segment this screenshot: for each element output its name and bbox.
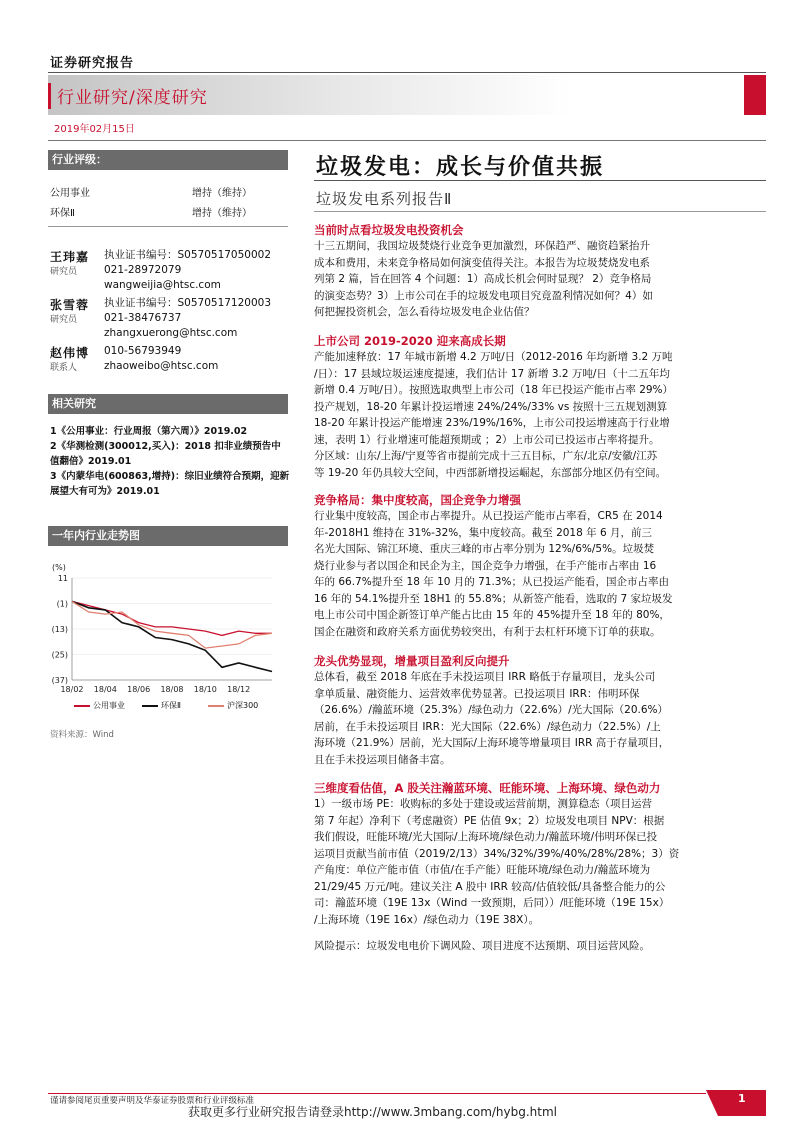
rating-row [50, 184, 280, 199]
section-body [314, 238, 744, 321]
section-body [314, 349, 744, 481]
title-divider [314, 180, 766, 181]
analyst-email[interactable]: zhaoweibo@htsc.com [104, 360, 219, 372]
body-line: 速，表明 1）行业增速可能超预期或 ；2）上市公司已投运市占率将提升。 [314, 433, 660, 446]
report-subtitle: 垃圾发电系列报告Ⅱ [316, 190, 453, 208]
x-tick-label: 18/10 [193, 685, 217, 694]
risk-warning: 风险提示：垃圾发电电价下调风险、项目进度不达预期、项目运营风险。 [314, 940, 650, 952]
section-title: 竞争格局：集中度较高，国企竞争力增强 [314, 493, 521, 507]
analyst-role: 联系人 [50, 363, 78, 373]
legend-item [74, 700, 125, 711]
body-line: 行业集中度较高，国企市占率提升。从已投运产能市占率看，CR5 在 2014 [314, 510, 663, 522]
body-line: 18-20 年累计投运产能增速 23%/19%/16%，上市公司投运增速高于行业增 [314, 417, 670, 429]
analyst-contact [104, 344, 218, 374]
y-tick-label: (25) [51, 650, 68, 660]
body-line: 产角度：单位产能市值（市值/在手产能）旺能环境/绿色动力/瀚蓝环境为 [314, 864, 651, 876]
analyst-name: 赵伟博 [50, 346, 90, 360]
body-line: 总体看，截至 2018 年底在手未投运项目 IRR 略低于存量项目，龙头公司 [314, 671, 656, 683]
x-tick-label: 18/04 [93, 685, 117, 694]
section-title: 三维度看估值，A 股关注瀚蓝环境、旺能环境、上海环境、绿色动力 [314, 781, 661, 795]
analyst-email[interactable]: wangweijia@htsc.com [104, 279, 221, 291]
header-accent-block [744, 75, 766, 115]
document-type-label: 证券研究报告 [50, 56, 135, 71]
x-tick-label: 18/12 [227, 685, 251, 694]
rating-divider [48, 226, 288, 227]
rating-industry: 公用事业 [50, 188, 90, 199]
body-line: 名光大国际、锦江环境、重庆三峰的市占率分别为 12%/6%/5%。垃圾焚 [314, 543, 655, 555]
body-line: 年-2018H1 维持在 31%-32%，集中度较高。截至 2018 年 6 月，前三 [314, 526, 652, 539]
related-research-item[interactable]: 1《公用事业：行业周报（第六周）》2019.02 [50, 426, 248, 437]
body-line: 1）一级市场 PE：收购标的多处于建设或运营前期，测算稳态（项目运营 [314, 798, 652, 810]
body-line: 年的 66.7%提升至 18 年 10 月的 71.3%；从已投运产能看，国企市占率由 [314, 576, 669, 588]
analyst-contact [104, 248, 271, 293]
industry-trend-chart [48, 556, 288, 716]
header-bottom-divider [48, 140, 766, 141]
body-line: 16 年的 54.1%提升至 18H1 的 55.8%；从新签产能看，选取的 7 家垃圾发 [314, 592, 673, 605]
related-research-title: 相关研究 [52, 397, 96, 410]
rating-section-title: 行业评级： [52, 153, 107, 166]
section-title: 龙头优势显现，增量项目盈利反向提升 [314, 654, 510, 668]
y-tick-label: 11 [57, 574, 68, 583]
page-number-badge [706, 1090, 766, 1116]
rating-value: 增持（维持） [192, 188, 252, 199]
related-research-item[interactable]: 3《内蒙华电(600863,增持)：综旧业绩符合预期，迎新展望大有可为》2019.01 [50, 471, 290, 497]
legend-label: 公用事业 [93, 701, 125, 710]
related-research-list [50, 424, 290, 499]
body-line: 十三五期间，我国垃圾焚烧行业竞争更加激烈，环保趋严、融资趋紧抬升 [314, 240, 650, 252]
rating-industry: 环保Ⅱ [50, 208, 75, 219]
analyst-contact [104, 296, 271, 341]
y-tick-label: (13) [51, 625, 68, 634]
chart-unit-label: (%) [52, 563, 66, 572]
body-line: 居前，在手未投运项目 IRR：光大国际（22.6%）/绿色动力（22.5%）/上 [314, 720, 661, 733]
legend-label: 环保Ⅱ [161, 701, 181, 710]
chart-section-header [48, 526, 288, 546]
body-line: 分区域：山东/上海/宁夏等省市提前完成十三五目标，广东/北京/安徽/江苏 [314, 450, 658, 462]
body-line: /日）：17 县域垃圾运速度提速，我们估计 17 新增 3.2 万吨/日（十二五年均 [314, 367, 670, 380]
y-tick-label: (37) [51, 676, 68, 685]
series-line-1 [72, 601, 272, 635]
body-line: 列第 2 篇，旨在回答 4 个问题：1）高成长机会何时显现？ 2）竞争格局 [314, 273, 652, 285]
y-tick-label: (1) [56, 599, 68, 609]
legend-swatch-utilities [74, 705, 90, 707]
body-line: 且在手未投运项目储备丰富。 [314, 753, 451, 766]
section-body [314, 796, 744, 928]
body-line: 何把握投资机会，怎么看待垃圾发电企业估值？ [314, 306, 535, 318]
legend-label: 沪深300 [227, 701, 259, 710]
body-line: 运项目贡献当前市值（2019/2/13）34%/32%/39%/40%/28%/28%；3）资 [314, 847, 680, 860]
analyst-name: 张雪蓉 [50, 298, 90, 312]
analyst-phone: 021-38476737 [104, 312, 182, 324]
rating-row [50, 204, 280, 219]
report-date: 2019年02月15日 [54, 124, 135, 135]
analyst-license: 执业证书编号：S0570517120003 [104, 297, 272, 309]
section-title: 上市公司 2019-2020 迎来高成长期 [314, 334, 506, 348]
body-line: 新增 0.4 万吨/日）。按照选取典型上市公司（18 年已投运产能市占率 29%） [314, 384, 674, 396]
body-line: 海环境（21.9%）居前，光大国际/上海环境等增量项目 IRR 高于存量项目， [314, 737, 670, 749]
body-line: （26.6%）/瀚蓝环境（25.3%）/绿色动力（22.6%）/光大国际（20.6%） [314, 704, 669, 716]
analyst-phone: 021-28972079 [104, 264, 182, 276]
x-tick-label: 18/06 [127, 685, 151, 694]
rating-value: 增持（维持） [192, 208, 252, 219]
chart-title: 一年内行业走势图 [52, 529, 140, 542]
body-line: 的演变态势？3）上市公司在手的垃圾发电项目究竟盈利情况如何？4）如 [314, 289, 653, 302]
analyst-email[interactable]: zhangxuerong@htsc.com [104, 327, 238, 339]
report-title: 垃圾发电：成长与价值共振 [316, 155, 605, 180]
legend-swatch-hs300 [208, 705, 224, 707]
body-line: 21/29/45 万元/吨。建议关注 A 股中 IRR 较高/估值较低/具备整合能力的公 [314, 880, 666, 893]
body-line: 电上市公司中国企新签订单产能占比由 15 年的 45%提升至 18 年的 80%， [314, 609, 670, 621]
body-line: 拿单质量、融资能力、运营效率优势显著。已投运项目 IRR：伟明环保 [314, 687, 640, 700]
legend-item [208, 700, 258, 711]
disclaimer-note: 谨请参阅尾页重要声明及华泰证券股票和行业评级标准 [50, 1096, 255, 1106]
report-category: 行业研究/深度研究 [57, 88, 208, 108]
top-divider [48, 72, 766, 73]
legend-item [142, 700, 181, 711]
body-line: 等 19-20 年仍具较大空间，中西部新增投运崛起，东部部分地区仍有空间。 [314, 466, 667, 479]
body-line: 烧行业参与者以国企和民企为主，国企竞争力增强，在手产能市占率由 16 [314, 559, 657, 572]
subtitle-divider [314, 211, 766, 212]
analyst-role: 研究员 [50, 315, 78, 325]
related-research-item[interactable]: 2《华测检测(300012,买入)：2018 扣非业绩预告中值翻倍》2019.01 [50, 441, 281, 467]
promo-link[interactable]: 获取更多行业研究报告请登录http://www.3mbang.com/hybg.html [188, 1105, 558, 1119]
body-line: 国企在融资和政府关系方面优势较突出，有利于去杠杆环境下订单的获取。 [314, 625, 661, 638]
section-body [314, 508, 744, 640]
chart-source: 资料来源：Wind [50, 730, 114, 740]
analyst-name: 王玮嘉 [50, 250, 90, 264]
body-line: 我们假设，旺能环境/光大国际/上海环境/绿色动力/瀚蓝环境/伟明环保已投 [314, 831, 658, 843]
series-line-2 [72, 601, 272, 671]
body-line: 第 7 年起）净利下（考虑融资）PE 估值 9x；2）垃圾发电项目 NPV：根据 [314, 814, 665, 827]
body-line: 成本和费用，未来竞争格局如何演变值得关注。本报告为垃圾焚烧发电系 [314, 256, 650, 269]
body-line: /上海环境（19E 16x）/绿色动力（19E 38X）。 [314, 913, 540, 926]
x-tick-label: 18/02 [60, 685, 84, 694]
section-body [314, 669, 744, 768]
x-tick-label: 18/08 [160, 685, 184, 694]
body-line: 产能加速释放：17 年城市新增 4.2 万吨/日（2012-2016 年均新增 3.2 万吨 [314, 351, 673, 363]
analyst-license: 执业证书编号：S0570517050002 [104, 249, 272, 261]
section-title: 当前时点看垃圾发电投资机会 [314, 223, 464, 237]
rating-section-header [48, 150, 288, 170]
legend-swatch-environment [142, 705, 158, 707]
body-line: 司：瀚蓝环境（19E 13x（Wind 一致预期，后同））/旺能环境（19E 15x） [314, 897, 670, 909]
body-line: 投产规划，18-20 年累计投运增速 24%/24%/33% vs 按照十三五规划测算 [314, 400, 668, 413]
page-number: 1 [738, 1092, 746, 1105]
analyst-role: 研究员 [50, 267, 78, 277]
analyst-phone: 010-56793949 [104, 345, 182, 357]
related-research-header [48, 394, 288, 414]
